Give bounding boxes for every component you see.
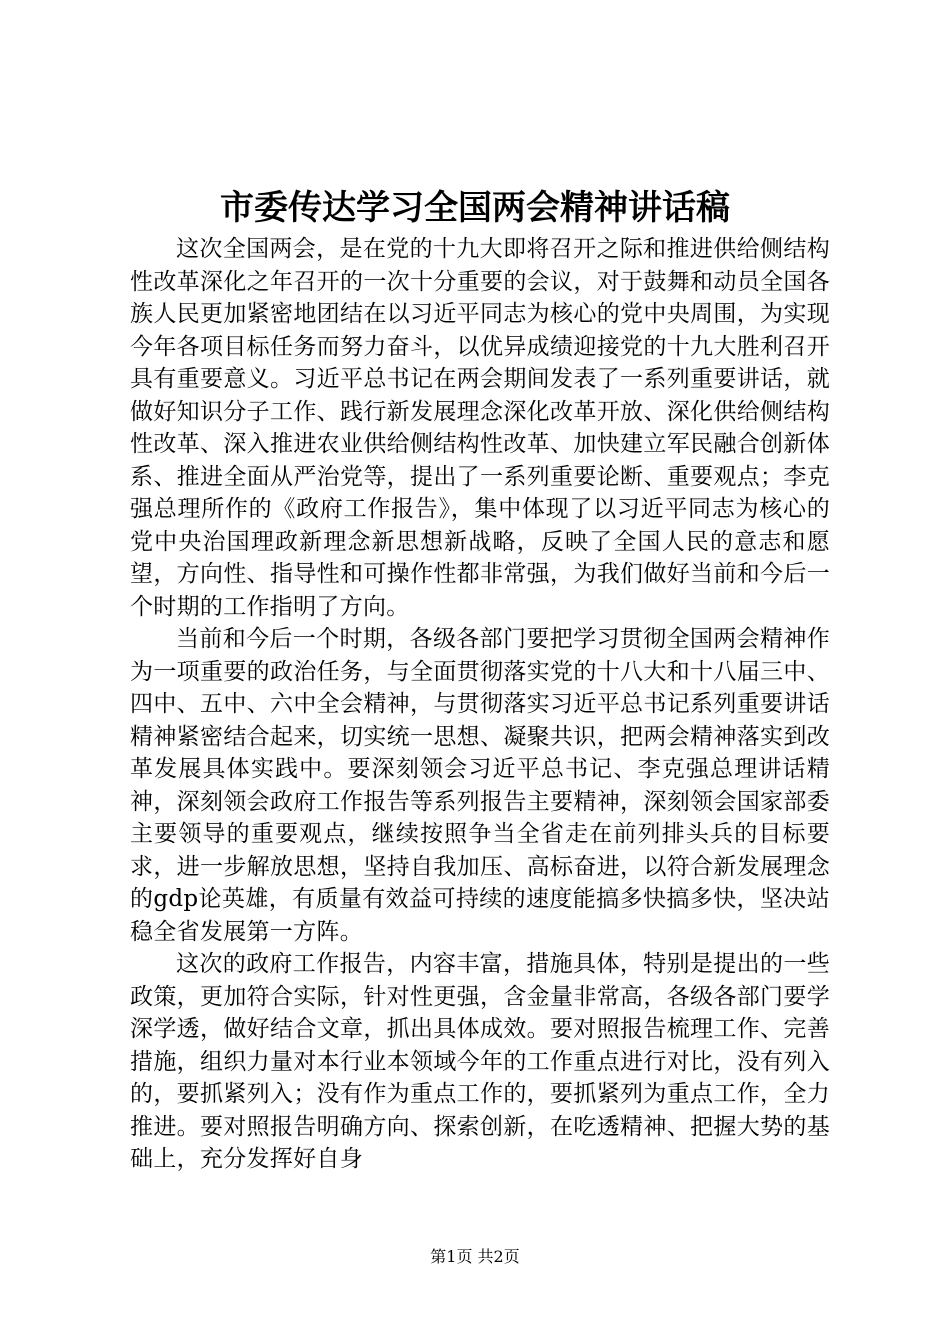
body-paragraph-3: 这次的政府工作报告，内容丰富，措施具体，特别是提出的一些政策，更加符合实际，针对性更强，含金量非常高，各级各部门要学深学透，做好结合文章，抓出具体成效。要对照报告梳理工作、完善措施，组织力量对本行业本领域今年的工作重点进行对比，没有列入的，要抓紧列入；没有作为重点工作的，要抓紧列为重点工作，全力推进。要对照报告明确方向、探索创新，在吃透精神、把握大势的基础上，充分发挥好自身	[130, 951, 830, 1172]
document-title: 市委传达学习全国两会精神讲话稿	[220, 188, 730, 228]
body-paragraph-1: 这次全国两会，是在党的十九大即将召开之际和推进供给侧结构性改革深化之年召开的一次十分重要的会议，对于鼓舞和动员全国各族人民更加紧密地团结在以习近平同志为核心的党中央周围，为实现今年各项目标任务而努力奋斗，以优异成绩迎接党的十九大胜利召开具有重要意义。习近平总书记在两会期间发表了一系列重要讲话，就做好知识分子工作、践行新发展理念深化改革开放、深化供给侧结构性改革、深入推进农业供给侧结构性改革、加快建立军民融合创新体系、推进全面从严治党等，提出了一系列重要论断、重要观点；李克强总理所作的《政府工作报告》，集中体现了以习近平同志为核心的党中央治国理政新理念新思想新战略，反映了全国人民的意志和愿望，方向性、指导性和可操作性都非常强，为我们做好当前和今后一个时期的工作指明了方向。	[130, 236, 830, 620]
document-body	[130, 233, 830, 1176]
page-number-footer: 第1页 共2页	[430, 1247, 520, 1266]
body-paragraph-2: 当前和今后一个时期，各级各部门要把学习贯彻全国两会精神作为一项重要的政治任务，与全面贯彻落实党的十八大和十八届三中、四中、五中、六中全会精神，与贯彻落实习近平总书记系列重要讲话精神紧密结合起来，切实统一思想、凝聚共识，把两会精神落实到改革发展具体实践中。要深刻领会习近平总书记、李克强总理讲话精神，深刻领会政府工作报告等系列报告主要精神，深刻领会国家部委主要领导的重要观点，继续按照争当全省走在前列排头兵的目标要求，进一步解放思想，坚持自我加压、高标奋进，以符合新发展理念的gdp论英雄，有质量有效益可持续的速度能搞多快搞多快，坚决站稳全省发展第一方阵。	[130, 626, 830, 945]
